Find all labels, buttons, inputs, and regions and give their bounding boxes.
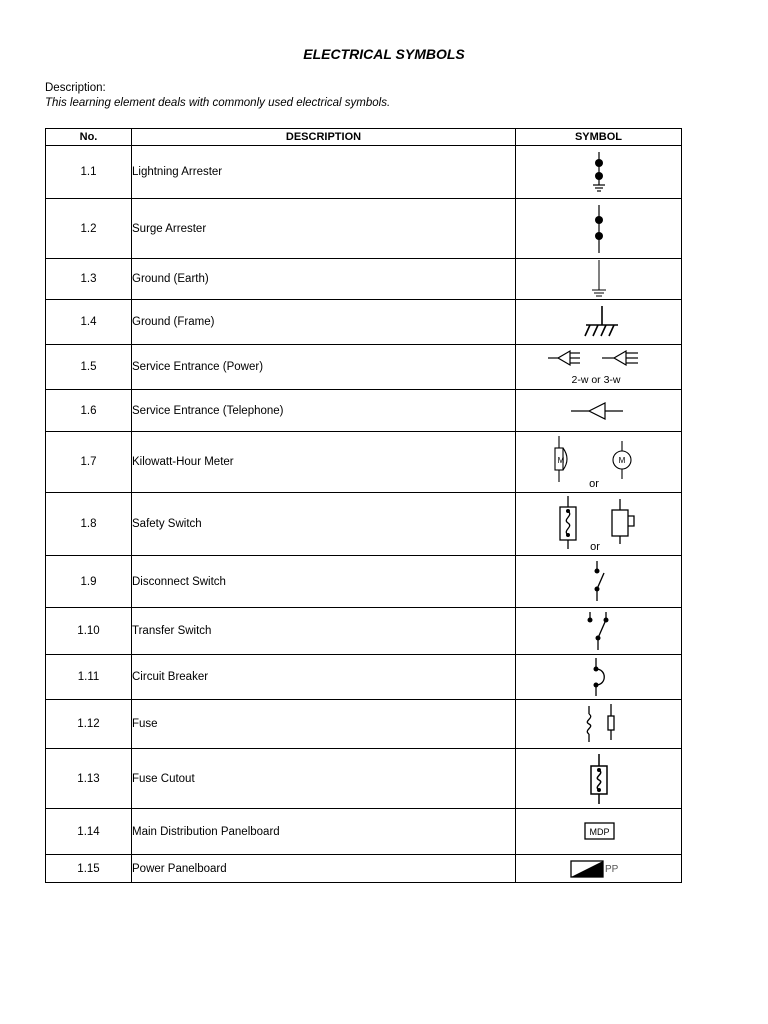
table-row [46,556,682,608]
row-description: Circuit Breaker [132,655,516,700]
row-number: 1.14 [46,809,132,855]
row-number: 1.15 [46,855,132,883]
row-number: 1.8 [46,493,132,556]
table-row [46,608,682,655]
row-description: Ground (Earth) [132,259,516,300]
symbol-caption: 2-w or 3-w [570,374,621,386]
table-row [46,390,682,432]
symbol-cell [516,809,682,855]
symbol-cell [516,199,682,259]
disconnect-switch-icon [584,559,614,605]
row-number: 1.5 [46,345,132,390]
description-text: This learning element deals with commonly used electrical symbols. [45,97,391,109]
table-row [46,493,682,556]
symbol-cell [516,390,682,432]
symbol-cell [516,556,682,608]
row-number: 1.10 [46,608,132,655]
row-description: Safety Switch [132,493,516,556]
transfer-switch-icon [579,610,619,652]
safety-switch-icon [549,494,649,554]
table-row [46,655,682,700]
row-description: Transfer Switch [132,608,516,655]
power-panelboard-icon [569,858,629,880]
row-description: Power Panelboard [132,855,516,883]
table-row [46,749,682,809]
row-description: Kilowatt-Hour Meter [132,432,516,493]
service-entrance-power-icon [544,346,654,388]
row-number: 1.6 [46,390,132,432]
table-row [46,700,682,749]
ground-earth-icon [584,259,614,299]
table-row [46,199,682,259]
symbol-cell [516,345,682,390]
header-no: No. [46,129,132,146]
description-label: Description: [45,82,106,94]
table-row [46,259,682,300]
symbols-table [45,128,682,883]
row-number: 1.3 [46,259,132,300]
row-number: 1.11 [46,655,132,700]
table-row [46,432,682,493]
row-number: 1.13 [46,749,132,809]
row-description: Service Entrance (Power) [132,345,516,390]
row-description: Ground (Frame) [132,300,516,345]
fuse-cutout-icon [584,752,614,806]
symbol-cell [516,608,682,655]
document-title: ELECTRICAL SYMBOLS [303,46,465,62]
surge-arrester-icon [584,203,614,255]
table-row [46,345,682,390]
row-number: 1.2 [46,199,132,259]
symbol-cell [516,259,682,300]
circuit-breaker-icon [584,656,614,698]
header-description: DESCRIPTION [132,129,516,146]
main-distribution-panelboard-icon [579,820,619,844]
service-entrance-telephone-icon [569,397,629,425]
table-row [46,146,682,199]
symbol-caption: or [589,541,600,553]
row-number: 1.1 [46,146,132,199]
symbol-cell [516,700,682,749]
symbol-cell [516,432,682,493]
mdp-label: MDP [589,826,609,837]
row-description: Fuse [132,700,516,749]
symbol-caption: or [588,478,599,490]
row-number: 1.4 [46,300,132,345]
table-row [46,300,682,345]
table-row [46,855,682,883]
row-description: Service Entrance (Telephone) [132,390,516,432]
row-description: Main Distribution Panelboard [132,809,516,855]
symbol-cell [516,146,682,199]
row-number: 1.9 [46,556,132,608]
pp-label: PP [604,863,618,875]
ground-frame-icon [574,302,624,342]
row-number: 1.12 [46,700,132,749]
row-description: Lightning Arrester [132,146,516,199]
header-symbol: SYMBOL [516,129,682,146]
row-description: Fuse Cutout [132,749,516,809]
symbol-cell [516,749,682,809]
kilowatt-hour-meter-icon [549,433,649,491]
symbol-cell [516,300,682,345]
symbol-cell [516,493,682,556]
symbol-cell [516,855,682,883]
table-row [46,809,682,855]
meter-label: M [618,456,625,465]
symbol-cell [516,655,682,700]
row-number: 1.7 [46,432,132,493]
row-description: Surge Arrester [132,199,516,259]
table-header-row [46,129,682,146]
row-description: Disconnect Switch [132,556,516,608]
fuse-icon [574,702,624,746]
lightning-arrester-icon [584,149,614,195]
meter-label: M [557,456,564,465]
